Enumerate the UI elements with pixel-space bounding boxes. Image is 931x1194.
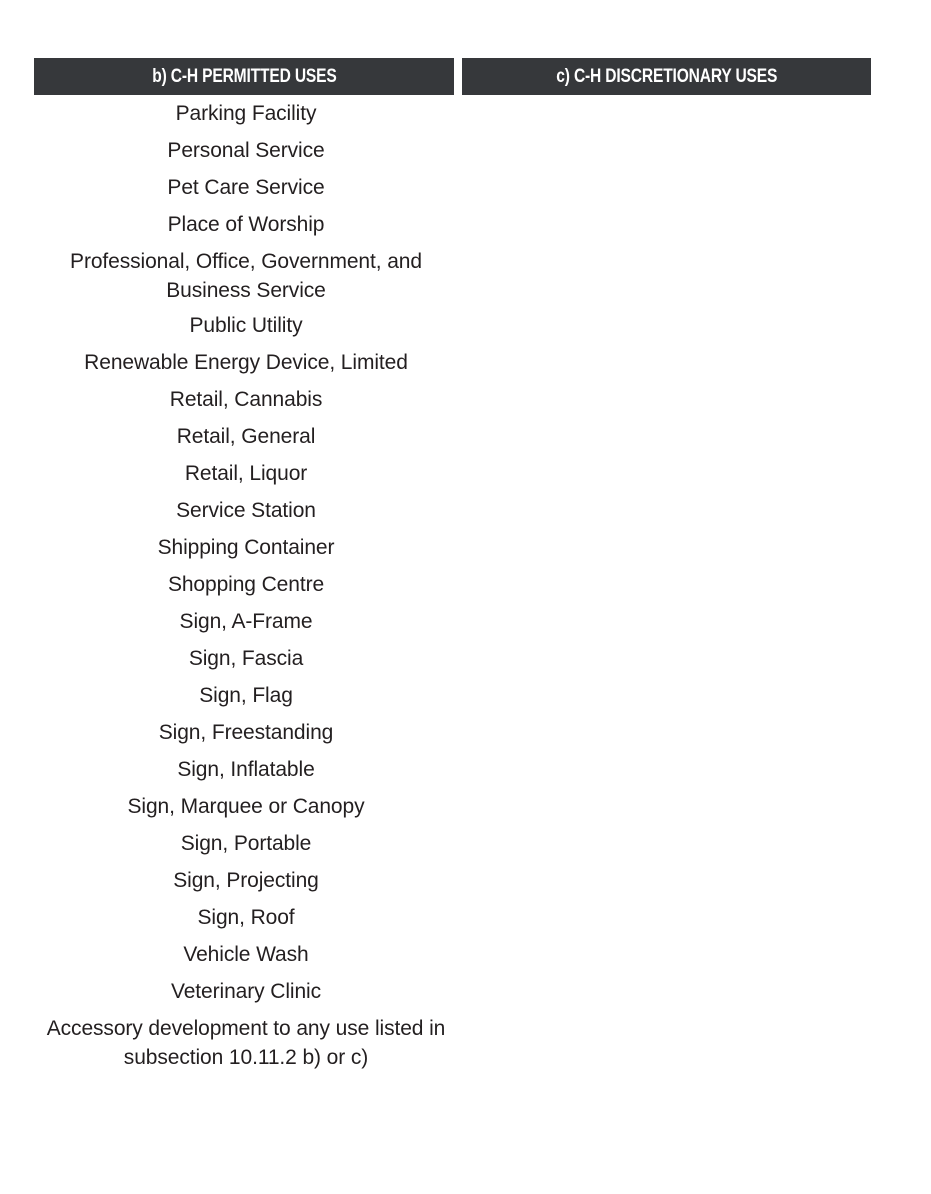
list-item: Service Station <box>176 499 316 522</box>
list-item: Sign, Fascia <box>188 647 304 670</box>
list-item: Retail, General <box>176 425 316 448</box>
list-item: Accessory development to any use listed in subsection 10.11.2 b) or c) <box>46 1017 446 1069</box>
discretionary-uses-header <box>462 58 871 95</box>
list-item: Public Utility <box>189 314 303 337</box>
list-item: Retail, Liquor <box>184 462 308 485</box>
list-item: Veterinary Clinic <box>170 980 322 1003</box>
list-item: Personal Service <box>167 139 325 162</box>
list-item: Sign, Marquee or Canopy <box>127 795 365 818</box>
list-item: Vehicle Wash <box>183 943 309 966</box>
list-item: Sign, Portable <box>180 832 312 855</box>
list-item: Renewable Energy Device, Limited <box>84 351 408 374</box>
discretionary-uses-header-label: c) C-H DISCRETIONARY USES <box>556 66 777 87</box>
list-item: Professional, Office, Government, and Business Service <box>70 250 422 302</box>
list-item: Sign, A-Frame <box>179 610 313 633</box>
list-item: Sign, Inflatable <box>177 758 315 781</box>
list-item: Sign, Roof <box>197 906 295 929</box>
permitted-uses-header <box>34 58 454 95</box>
permitted-uses-header-label: b) C-H PERMITTED USES <box>151 66 337 87</box>
list-item: Shipping Container <box>157 536 335 559</box>
list-item: Retail, Cannabis <box>169 388 323 411</box>
list-item: Parking Facility <box>175 102 317 125</box>
list-item: Place of Worship <box>167 213 325 236</box>
list-item: Sign, Projecting <box>173 869 319 892</box>
list-item: Sign, Flag <box>199 684 293 707</box>
list-item: Sign, Freestanding <box>158 721 334 744</box>
list-item: Shopping Centre <box>167 573 325 596</box>
list-item: Pet Care Service <box>167 176 325 199</box>
permitted-uses-list <box>34 95 458 1074</box>
